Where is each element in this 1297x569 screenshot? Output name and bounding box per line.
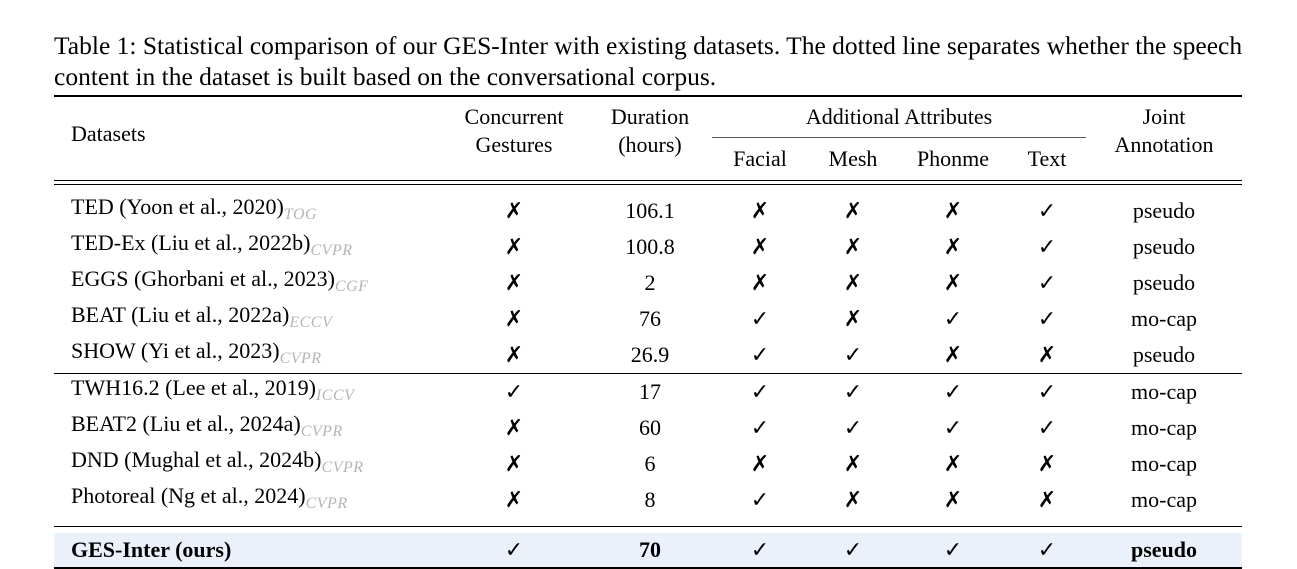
table-caption: Table 1: Statistical comparison of our GES-Inter with existing datasets. The dotted line separates whether the speech content in the dataset is built based on the conversational corpus.: [54, 31, 1243, 91]
mesh-mark-icon: ✓: [843, 415, 863, 441]
col-header-concurrent-line1: Concurrent: [464, 104, 564, 129]
concurrent-mark-icon: ✗: [504, 415, 524, 441]
facial-mark-icon: ✓: [750, 342, 770, 368]
concurrent-cell: [440, 482, 588, 518]
facial-cell: [712, 410, 808, 446]
duration-value: 8: [644, 487, 656, 512]
concurrent-mark-icon: ✗: [504, 342, 524, 368]
col-header-joint-line1: Joint: [1142, 104, 1186, 129]
dataset-name: EGGS (Ghorbani et al., 2023): [71, 266, 335, 291]
mesh-cell: [808, 410, 898, 446]
mesh-cell: [808, 185, 898, 229]
annotation-cell: [1086, 337, 1242, 374]
dataset-name: SHOW (Yi et al., 2023): [71, 338, 280, 363]
facial-cell: [712, 446, 808, 482]
facial-cell: [712, 265, 808, 301]
annotation-cell: [1086, 410, 1242, 446]
facial-mark-icon: ✓: [750, 306, 770, 332]
mesh-cell: [808, 374, 898, 411]
duration-cell: [588, 301, 712, 337]
venue-subscript: CVPR: [305, 495, 348, 512]
dataset-name: TWH16.2 (Lee et al., 2019): [71, 375, 316, 400]
dataset-name-cell: [54, 533, 440, 568]
text-cell: [1008, 265, 1086, 301]
spacer-row: [54, 518, 1242, 527]
text-cell: [1008, 374, 1086, 411]
table-row: [54, 337, 1242, 374]
duration-value: 100.8: [625, 234, 675, 259]
concurrent-mark-icon: ✗: [504, 306, 524, 332]
text-mark-icon: ✓: [1037, 538, 1057, 563]
phonme-cell: [898, 185, 1008, 229]
duration-value: 6: [644, 451, 656, 476]
duration-value: 60: [639, 415, 661, 440]
facial-cell: [712, 337, 808, 374]
concurrent-mark-icon: ✗: [504, 234, 524, 260]
concurrent-cell: [440, 229, 588, 265]
col-header-concurrent: [440, 96, 588, 180]
facial-cell: [712, 301, 808, 337]
phonme-mark-icon: ✗: [943, 234, 963, 260]
mesh-cell: [808, 337, 898, 374]
phonme-mark-icon: ✓: [943, 415, 963, 441]
venue-subscript: ICCV: [315, 387, 355, 404]
duration-cell: [588, 265, 712, 301]
venue-subscript: CVPR: [279, 350, 322, 367]
table-row: [54, 185, 1242, 229]
text-cell: [1008, 482, 1086, 518]
phonme-cell: [898, 337, 1008, 374]
dataset-name: TED-Ex (Liu et al., 2022b): [71, 230, 311, 255]
concurrent-mark-icon: ✗: [504, 451, 524, 477]
table-figure: [54, 30, 1244, 569]
dataset-name: Photoreal (Ng et al., 2024): [71, 483, 306, 508]
facial-mark-icon: ✗: [750, 451, 770, 477]
mesh-mark-icon: ✗: [843, 487, 863, 513]
duration-cell: [588, 185, 712, 229]
text-cell: [1008, 533, 1086, 568]
annotation-value: mo-cap: [1131, 487, 1197, 512]
duration-value: 17: [639, 379, 661, 404]
annotation-value: mo-cap: [1131, 306, 1197, 331]
col-header-text: Text: [1027, 146, 1067, 171]
text-mark-icon: ✗: [1037, 451, 1057, 477]
phonme-cell: [898, 265, 1008, 301]
facial-cell: [712, 185, 808, 229]
phonme-mark-icon: ✗: [943, 198, 963, 224]
table-row: [54, 301, 1242, 337]
phonme-mark-icon: ✗: [943, 487, 963, 513]
table-row: [54, 229, 1242, 265]
text-mark-icon: ✗: [1037, 487, 1057, 513]
concurrent-mark-icon: ✓: [504, 379, 524, 405]
phonme-mark-icon: ✗: [943, 342, 963, 368]
venue-subscript: TOG: [283, 206, 318, 223]
text-mark-icon: ✓: [1037, 234, 1057, 260]
facial-cell: [712, 229, 808, 265]
facial-mark-icon: ✗: [750, 234, 770, 260]
dataset-name-cell: [54, 337, 440, 374]
dataset-name: TED (Yoon et al., 2020): [71, 194, 284, 219]
annotation-value: pseudo: [1132, 234, 1196, 259]
mesh-cell: [808, 301, 898, 337]
text-cell: [1008, 446, 1086, 482]
col-header-duration-line2: (hours): [618, 132, 682, 157]
concurrent-cell: [440, 410, 588, 446]
phonme-mark-icon: ✗: [943, 451, 963, 477]
annotation-cell: [1086, 185, 1242, 229]
dataset-name-cell: [54, 446, 440, 482]
duration-value: 76: [639, 306, 661, 331]
annotation-value: pseudo: [1132, 270, 1196, 295]
table-row: [54, 482, 1242, 518]
col-header-concurrent-line2: Gestures: [475, 132, 553, 157]
duration-cell: [588, 337, 712, 374]
phonme-cell: [898, 533, 1008, 568]
col-header-duration-line1: Duration: [610, 104, 690, 129]
duration-value: 2: [644, 270, 656, 295]
duration-value: 26.9: [630, 342, 670, 367]
phonme-mark-icon: ✓: [943, 306, 963, 332]
phonme-cell: [898, 301, 1008, 337]
mesh-mark-icon: ✗: [843, 306, 863, 332]
venue-subscript: CGF: [334, 278, 369, 295]
annotation-cell: [1086, 265, 1242, 301]
text-mark-icon: ✓: [1037, 198, 1057, 224]
dataset-name-cell: [54, 265, 440, 301]
venue-subscript: CVPR: [321, 459, 364, 476]
phonme-cell: [898, 229, 1008, 265]
mesh-mark-icon: ✗: [843, 234, 863, 260]
col-header-facial: Facial: [733, 146, 787, 171]
facial-mark-icon: ✗: [750, 198, 770, 224]
table-row: [54, 410, 1242, 446]
facial-cell: [712, 374, 808, 411]
text-mark-icon: ✓: [1037, 415, 1057, 441]
duration-cell: [588, 410, 712, 446]
dataset-name-cell: [54, 374, 440, 411]
dataset-name-cell: [54, 301, 440, 337]
phonme-cell: [898, 374, 1008, 411]
concurrent-mark-icon: ✗: [504, 198, 524, 224]
annotation-cell: [1086, 374, 1242, 411]
text-mark-icon: ✓: [1037, 379, 1057, 405]
mesh-cell: [808, 533, 898, 568]
dataset-name: GES-Inter (ours): [71, 537, 232, 562]
concurrent-cell: [440, 265, 588, 301]
annotation-cell: [1086, 446, 1242, 482]
dataset-name: BEAT (Liu et al., 2022a): [71, 302, 290, 327]
mesh-mark-icon: ✓: [843, 538, 863, 563]
annotation-value: pseudo: [1132, 342, 1196, 367]
annotation-value: mo-cap: [1131, 379, 1197, 404]
col-header-phonme: Phonme: [916, 146, 990, 171]
duration-value: 106.1: [625, 198, 675, 223]
dataset-name: BEAT2 (Liu et al., 2024a): [71, 411, 301, 436]
duration-cell: [588, 533, 712, 568]
facial-cell: [712, 533, 808, 568]
col-header-duration: [588, 96, 712, 180]
mesh-cell: [808, 265, 898, 301]
phonme-cell: [898, 482, 1008, 518]
concurrent-cell: [440, 301, 588, 337]
concurrent-cell: [440, 374, 588, 411]
annotation-value: mo-cap: [1131, 451, 1197, 476]
text-cell: [1008, 185, 1086, 229]
facial-mark-icon: ✓: [750, 415, 770, 441]
duration-cell: [588, 482, 712, 518]
phonme-cell: [898, 410, 1008, 446]
table-row: [54, 374, 1242, 411]
text-cell: [1008, 410, 1086, 446]
facial-mark-icon: ✓: [750, 538, 770, 563]
annotation-value: pseudo: [1132, 198, 1196, 223]
dataset-name-cell: [54, 185, 440, 229]
facial-mark-icon: ✓: [750, 379, 770, 405]
col-header-joint-annotation: [1086, 96, 1242, 180]
dataset-name-cell: [54, 482, 440, 518]
duration-value: 70: [639, 537, 661, 562]
phonme-mark-icon: ✓: [943, 379, 963, 405]
facial-mark-icon: ✗: [750, 270, 770, 296]
venue-subscript: ECCV: [289, 314, 333, 331]
concurrent-cell: [440, 446, 588, 482]
mesh-mark-icon: ✓: [843, 342, 863, 368]
annotation-cell: [1086, 533, 1242, 568]
mesh-mark-icon: ✗: [843, 198, 863, 224]
text-mark-icon: ✓: [1037, 306, 1057, 332]
annotation-cell: [1086, 482, 1242, 518]
facial-mark-icon: ✓: [750, 487, 770, 513]
annotation-cell: [1086, 301, 1242, 337]
phonme-mark-icon: ✗: [943, 270, 963, 296]
dataset-name-cell: [54, 410, 440, 446]
duration-cell: [588, 446, 712, 482]
dataset-name-cell: [54, 229, 440, 265]
table-row: [54, 446, 1242, 482]
annotation-value: mo-cap: [1131, 415, 1197, 440]
phonme-mark-icon: ✓: [943, 538, 963, 563]
comparison-table: [54, 95, 1242, 569]
dataset-name: DND (Mughal et al., 2024b): [71, 447, 322, 472]
mesh-cell: [808, 229, 898, 265]
table-row-ours: [54, 533, 1242, 568]
mesh-mark-icon: ✓: [843, 379, 863, 405]
text-mark-icon: ✓: [1037, 270, 1057, 296]
venue-subscript: CVPR: [300, 423, 343, 440]
mesh-mark-icon: ✗: [843, 451, 863, 477]
annotation-value: pseudo: [1130, 537, 1198, 562]
venue-subscript: CVPR: [310, 242, 353, 259]
header-row-1: [54, 96, 1242, 138]
facial-cell: [712, 482, 808, 518]
mesh-cell: [808, 482, 898, 518]
text-cell: [1008, 337, 1086, 374]
duration-cell: [588, 229, 712, 265]
concurrent-mark-icon: ✗: [504, 270, 524, 296]
mesh-cell: [808, 446, 898, 482]
phonme-cell: [898, 446, 1008, 482]
annotation-cell: [1086, 229, 1242, 265]
table-row: [54, 265, 1242, 301]
concurrent-cell: [440, 337, 588, 374]
col-header-joint-line2: Annotation: [1114, 132, 1214, 157]
concurrent-cell: [440, 185, 588, 229]
concurrent-mark-icon: ✓: [504, 538, 524, 563]
text-mark-icon: ✗: [1037, 342, 1057, 368]
concurrent-cell: [440, 533, 588, 568]
col-header-additional-attributes: Additional Attributes: [712, 96, 1086, 138]
text-cell: [1008, 301, 1086, 337]
text-cell: [1008, 229, 1086, 265]
duration-cell: [588, 374, 712, 411]
col-header-datasets: Datasets: [54, 96, 440, 180]
concurrent-mark-icon: ✗: [504, 487, 524, 513]
col-header-mesh: Mesh: [828, 146, 878, 171]
mesh-mark-icon: ✗: [843, 270, 863, 296]
